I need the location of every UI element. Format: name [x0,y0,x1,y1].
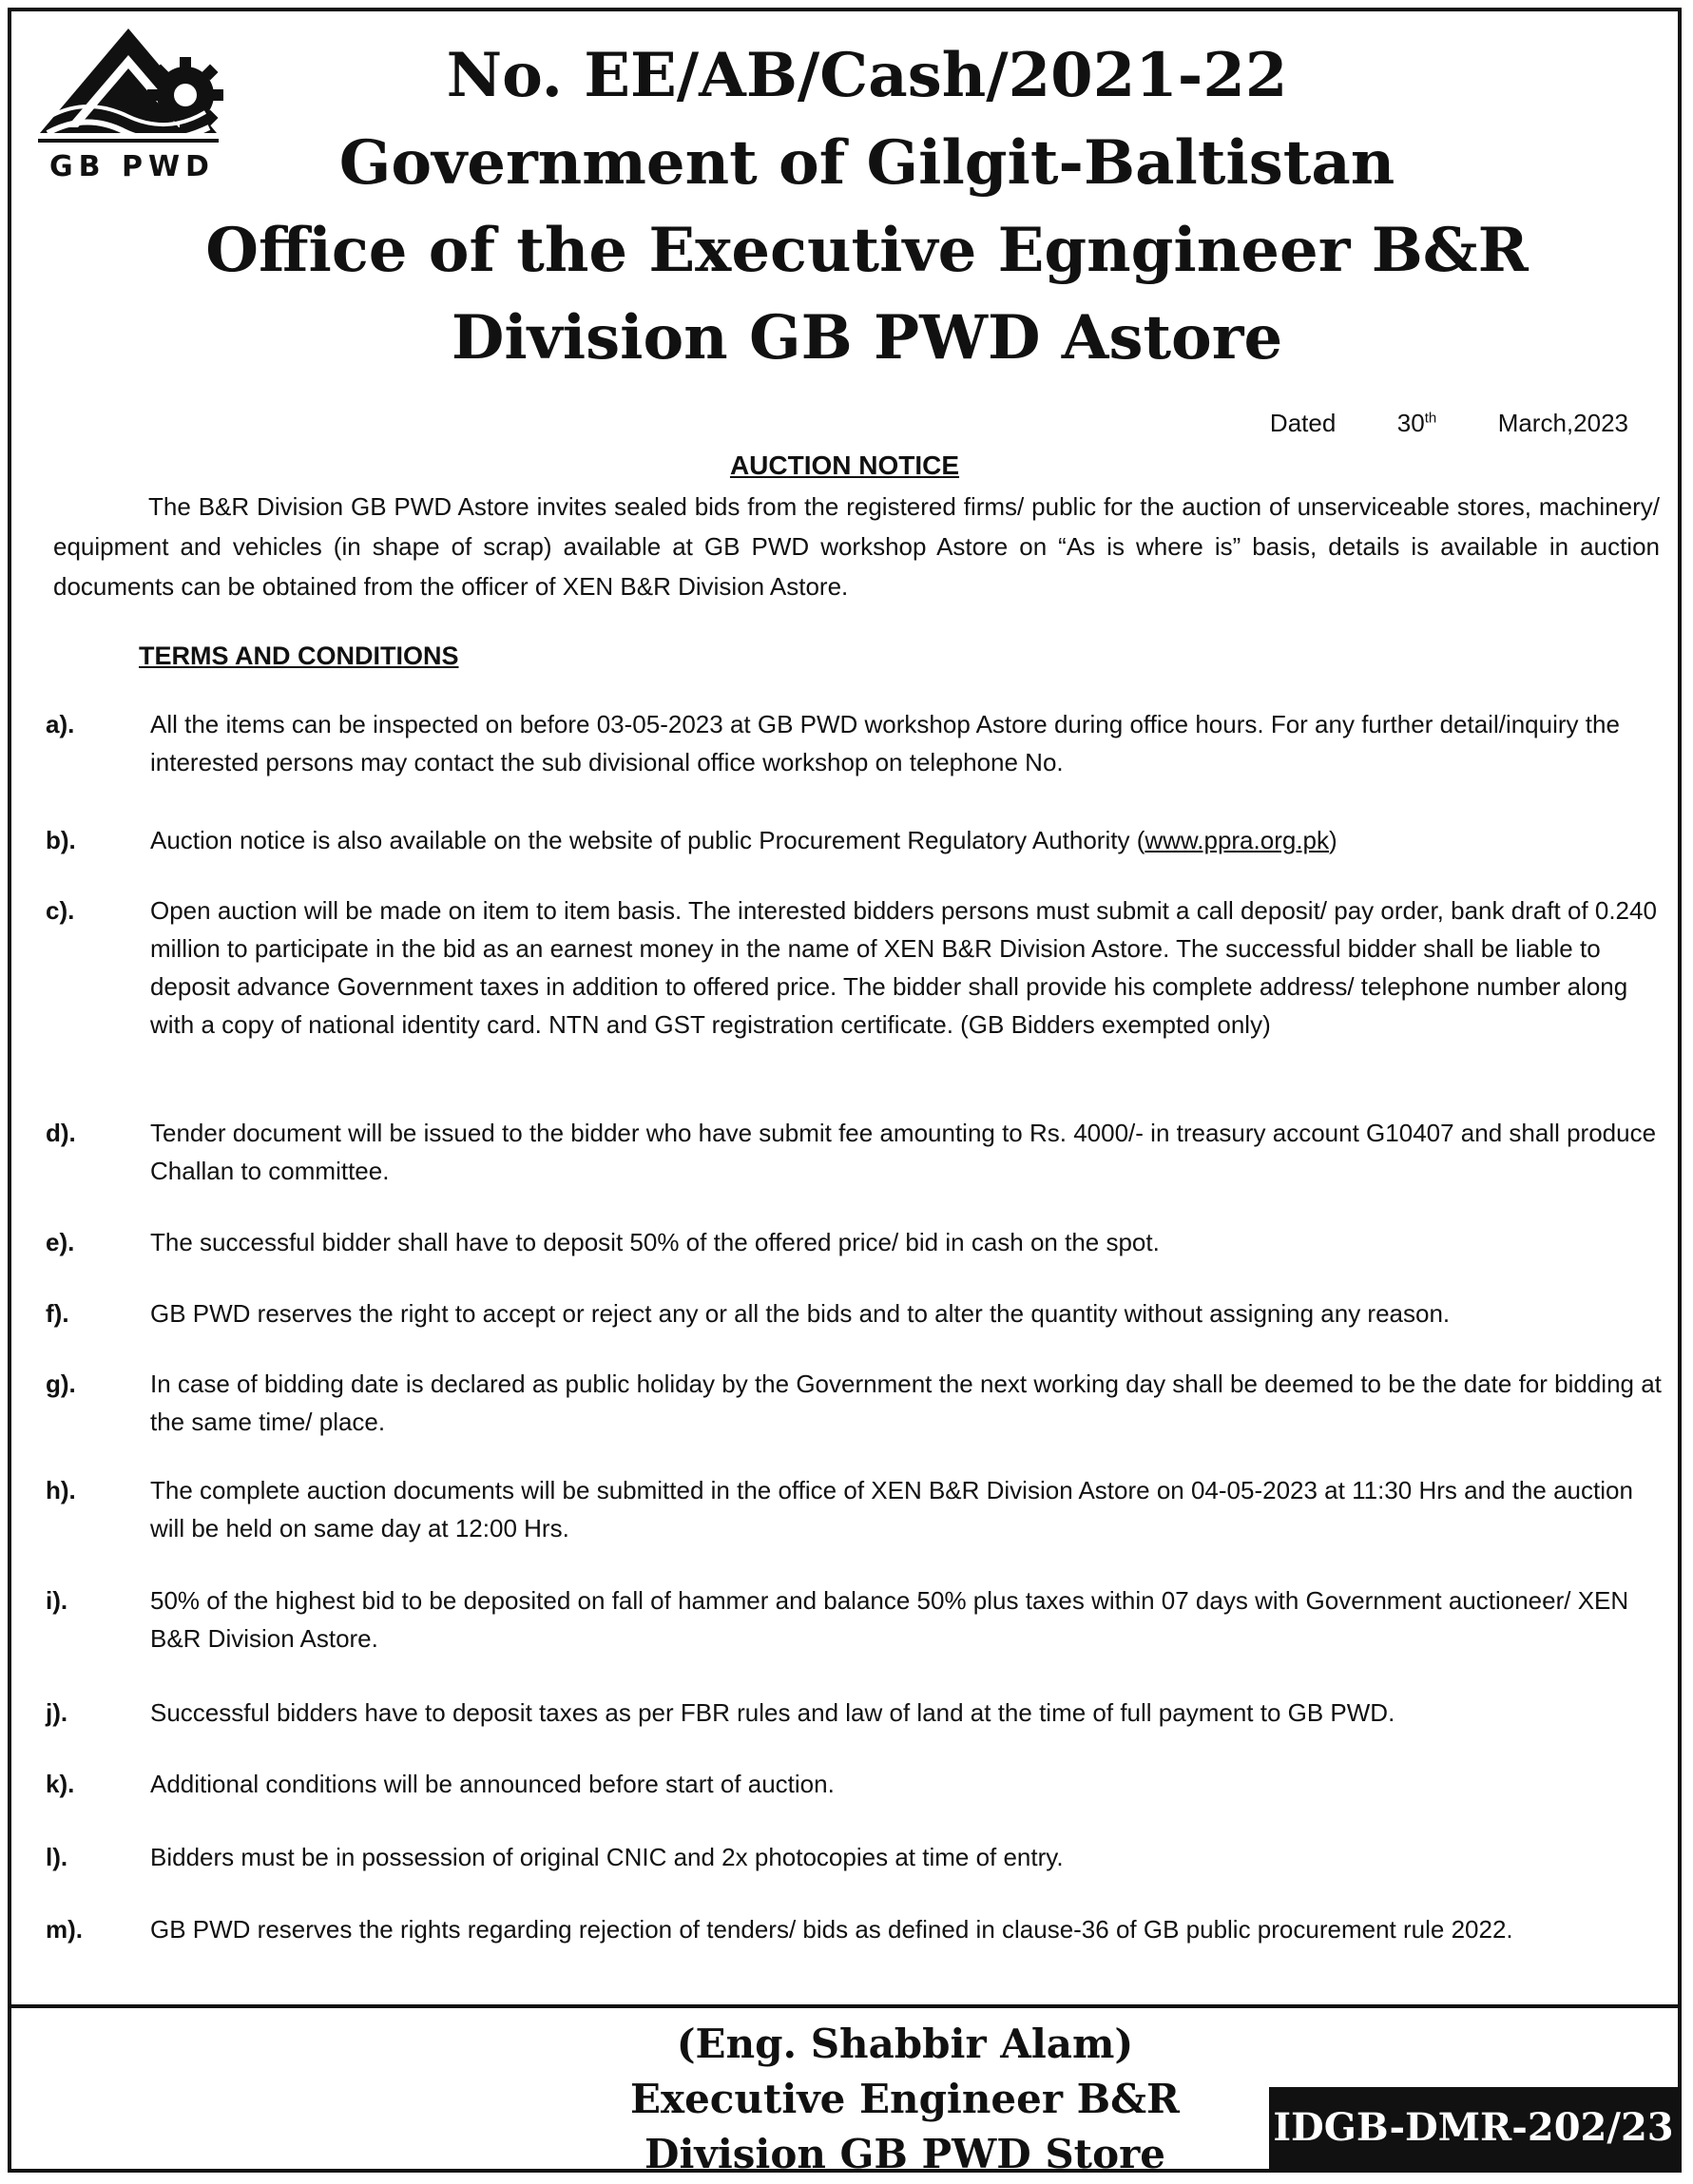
notice-title: AUCTION NOTICE [729,450,960,480]
term-j [46,1694,1662,1732]
term-k [46,1765,1662,1803]
term-text: All the items can be inspected on before 03-05-2023 at GB PWD workshop Astore during office hours. For any further detail/inquiry the interested persons may contact the sub divisional office workshop on telephone No. [150,710,1620,776]
term-text-container [150,821,1662,859]
dated-day-suffix: th [1424,410,1437,427]
signatory-title: Executive Engineer B&R [630,2076,1180,2122]
signature-block [420,2017,1390,2173]
term-text-after: ) [1329,826,1337,854]
term-text: Successful bidders have to deposit taxes as per FBR rules and law of land at the time of full payment to GB PWD. [150,1698,1395,1727]
term-label: l). [46,1843,68,1871]
term-text: Tender document will be issued to the bidder who have submit fee amounting to Rs. 4000/- in treasury account G10407 and shall produce Challan to committee. [150,1119,1657,1185]
term-text: Bidders must be in possession of original CNIC and 2x photocopies at time of entry. [150,1843,1064,1871]
term-f [46,1294,1662,1332]
term-text: Open auction will be made on item to item basis. The interested bidders persons must submit a call deposit/ pay order, bank draft of 0.240 million to participate in the bid as an earnest money in the name of XEN B&R Division Astore. The successful bidder shall be liable to deposit advance Government taxes in addition to offered price. The bidder shall provide his complete address/ telephone number along with a copy of national identity card. NTN and GST registration certificate. (GB Bidders exempted only) [150,896,1657,1039]
date-line [1270,409,1628,438]
term-label: i). [46,1586,68,1615]
term-text: Auction notice is also available on the website of public Procurement Regulatory Authority ( [150,826,1145,854]
gb-pwd-logo-icon [29,21,228,163]
term-text: In case of bidding date is declared as public holiday by the Government the next working day shall be deemed to be the date for bidding at the same time/ place. [150,1370,1662,1436]
term-e [46,1223,1662,1261]
gb-pwd-logo [29,21,228,192]
term-label: c). [46,896,75,925]
term-b [46,821,1662,859]
term-label: b). [46,826,76,854]
term-text: 50% of the highest bid to be deposited on fall of hammer and balance 50% plus taxes within 07 days with Government auctioneer/ XEN B&R Division Astore. [150,1586,1629,1653]
terms-title: TERMS AND CONDITIONS [139,642,459,670]
logo-text: GB PWD [49,150,215,183]
intro-paragraph: The B&R Division GB PWD Astore invites sealed bids from the registered firms/ public for the auction of unserviceable stores, machinery/ equipment and vehicles (in shape of scrap) available at GB PWD workshop Astore on “As is where is” basis, details is available in auction documents can be obtained from the officer of XEN B&R Division Astore. [53,492,1660,601]
footer-divider [11,2004,1678,2008]
term-a [46,705,1662,781]
term-label: m). [46,1915,83,1944]
term-label: h). [46,1476,76,1504]
term-d [46,1114,1662,1190]
term-h [46,1471,1662,1547]
term-label: e). [46,1228,75,1256]
reference-number: No. EE/AB/Cash/2021-22 [446,40,1288,111]
term-label: d). [46,1119,76,1147]
ad-reference-badge: IDGB-DMR-202/23 [1269,2087,1678,2169]
term-g [46,1365,1662,1441]
term-text: GB PWD reserves the right to accept or reject any or all the bids and to alter the quantity without assigning any reason. [150,1299,1451,1328]
dated-month-year: March,2023 [1497,409,1628,437]
term-text: Additional conditions will be announced before start of auction. [150,1770,835,1798]
signatory-name: (Eng. Shabbir Alam) [676,2021,1134,2067]
office-name: Office of the Executive Egngineer B&R [205,215,1529,286]
term-label: a). [46,710,75,738]
term-i [46,1581,1662,1657]
ppra-website-link[interactable]: www.ppra.org.pk [1145,826,1330,854]
term-m [46,1910,1662,1948]
signatory-division: Division GB PWD Store [644,2131,1165,2173]
term-text: GB PWD reserves the rights regarding rejection of tenders/ bids as defined in clause-36 of GB public procurement rule 2022. [150,1915,1513,1944]
government-name: Government of Gilgit-Baltistan [338,127,1395,199]
term-label: j). [46,1698,68,1727]
dated-day: 30 [1396,409,1425,437]
notice-header [202,32,1532,382]
division-name: Division GB PWD Astore [451,302,1283,374]
term-label: k). [46,1770,75,1798]
term-label: f). [46,1299,69,1328]
term-text: The complete auction documents will be submitted in the office of XEN B&R Division Astore on 04-05-2023 at 11:30 Hrs and the auction will be held on same day at 12:00 Hrs. [150,1476,1633,1542]
term-label: g). [46,1370,76,1398]
term-l [46,1838,1662,1876]
auction-notice-page [8,8,1682,2173]
term-c [46,891,1662,1044]
dated-label: Dated [1269,409,1337,437]
term-text: The successful bidder shall have to deposit 50% of the offered price/ bid in cash on the spot. [150,1228,1160,1256]
